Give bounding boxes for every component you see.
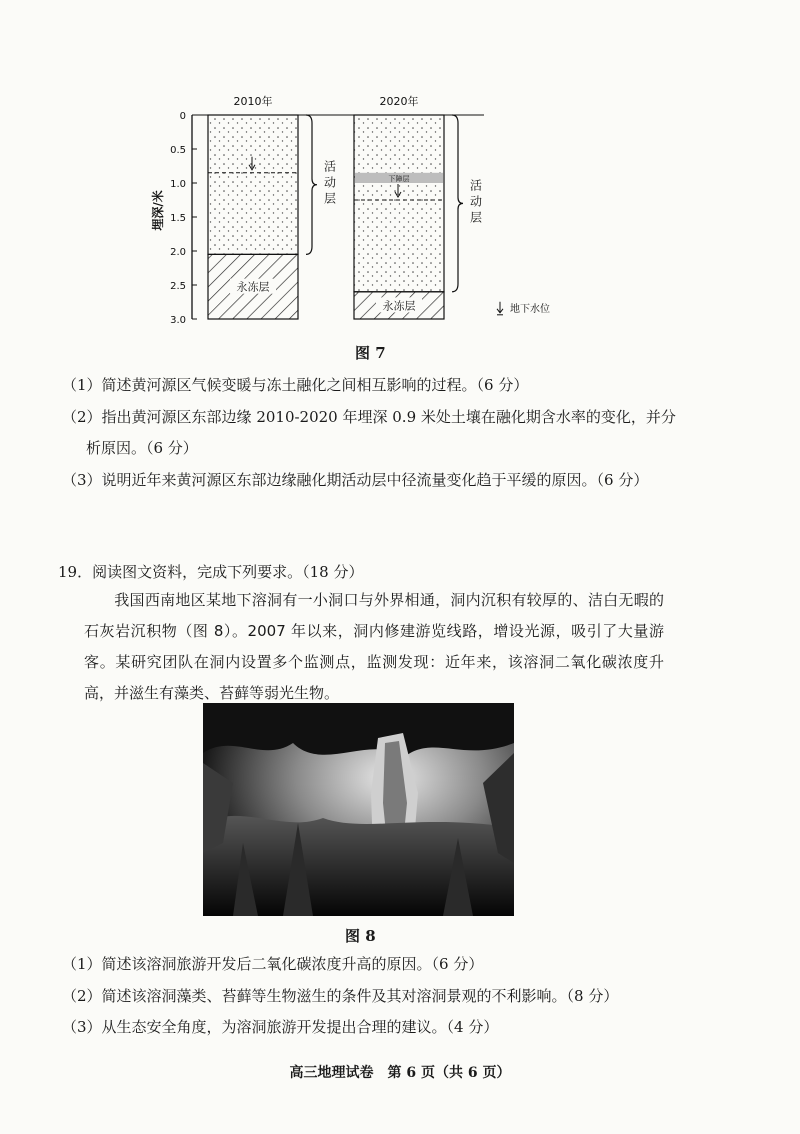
- active-layer-block: [354, 115, 444, 292]
- column-year-label: 2010年: [233, 95, 273, 108]
- q18-sub1: （1）简述黄河源区气候变暖与冻土融化之间相互影响的过程。（6 分）: [62, 376, 529, 394]
- y-tick-label: 1.0: [170, 179, 186, 190]
- figure-7-caption: 图 7: [355, 344, 386, 362]
- q18-sub2: （2）指出黄河源区东部边缘 2010-2020 年埋深 0.9 米处土壤在融化期含水率的变化，并分: [62, 408, 676, 426]
- active-layer-label-char: 活: [324, 159, 337, 174]
- q18-sub3: （3）说明近年来黄河源区东部边缘融化期活动层中径流量变化趋于平缓的原因。（6 分）: [62, 471, 649, 489]
- figure-7-diagram: [150, 90, 590, 325]
- depth-axis: [150, 111, 197, 325]
- permafrost-label: 永冻层: [236, 280, 270, 294]
- y-tick-label: 2.0: [170, 247, 186, 258]
- y-tick-label: 1.5: [170, 213, 186, 224]
- q19-paragraph: 我国西南地区某地下溶洞有一小洞口与外界相通，洞内沉积有较厚的、洁白无暇的石灰岩沉积物（图 8）。2007 年以来，洞内修建游览线路，增设光源，吸引了大量游客。某研究团队在洞内设置多个监测点，监测发现：近年来，该溶洞二氧化碳浓度升高，并滋生有藻类、苔藓等弱光生物。: [84, 591, 664, 702]
- active-layer-label-char: 层: [470, 210, 483, 225]
- q19-sub3: （3）从生态安全角度，为溶洞旅游开发提出合理的建议。（4 分）: [62, 1018, 499, 1036]
- y-tick-label: 3.0: [170, 315, 186, 325]
- figure-8-caption: 图 8: [345, 927, 376, 945]
- figure-8-cave-photo: [203, 703, 514, 916]
- q19-title: 19．阅读图文资料，完成下列要求。（18 分）: [58, 563, 364, 581]
- y-tick-label: 0.5: [170, 145, 186, 156]
- active-layer-label-char: 动: [324, 175, 337, 190]
- active-layer-label-char: 活: [470, 178, 483, 193]
- q18-sub2-cont: 析原因。（6 分）: [86, 439, 198, 457]
- aquitard-label: 下障层: [388, 174, 410, 183]
- q19-sub1: （1）简述该溶洞旅游开发后二氧化碳浓度升高的原因。（6 分）: [62, 955, 484, 973]
- active-layer-block: [208, 115, 298, 254]
- y-axis-label: 埋深/米: [151, 190, 165, 231]
- y-tick-label: 0: [179, 111, 186, 122]
- column-year-label: 2020年: [379, 95, 419, 108]
- active-layer-brace: [306, 115, 317, 254]
- active-layer-label-char: 动: [470, 194, 483, 209]
- active-layer-label-char: 层: [324, 191, 337, 206]
- y-tick-label: 2.5: [170, 281, 186, 292]
- permafrost-label: 永冻层: [382, 299, 416, 313]
- q19-sub2: （2）简述该溶洞藻类、苔藓等生物滋生的条件及其对溶洞景观的不利影响。（8 分）: [62, 987, 619, 1005]
- page-footer: 高三地理试卷 第 6 页（共 6 页）: [289, 1065, 511, 1081]
- active-layer-brace: [452, 115, 463, 292]
- legend-label: 地下水位: [510, 303, 550, 315]
